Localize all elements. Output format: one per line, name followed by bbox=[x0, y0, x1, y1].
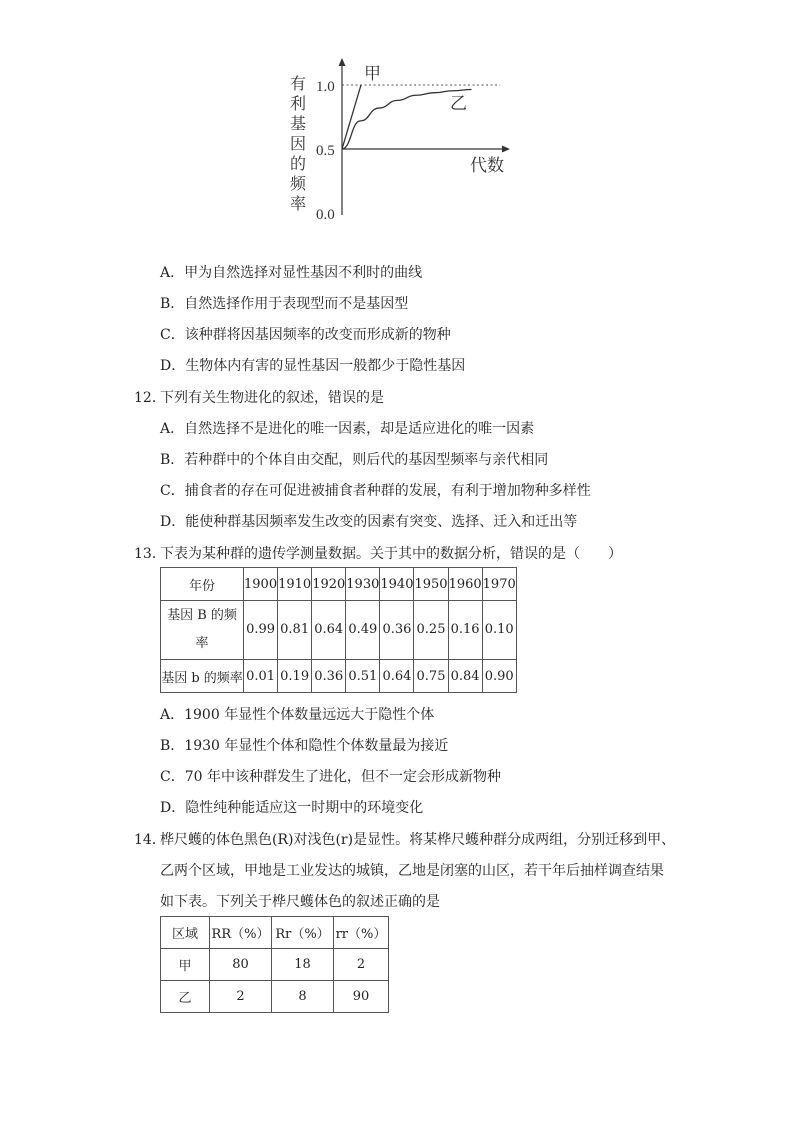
y-label-char: 因 bbox=[289, 134, 306, 153]
q14-stem-line: 乙两个区域，甲地是工业发达的城镇，乙地是闭塞的山区，若干年后抽样调查结果 bbox=[160, 863, 664, 879]
table-header-cell: 1900 bbox=[244, 568, 278, 601]
table-header-cell: rr（%） bbox=[334, 917, 389, 949]
table-row-label: 基因 b 的频率 bbox=[161, 660, 244, 693]
table-cell: 乙 bbox=[161, 981, 210, 1013]
y-tick-1: 1.0 bbox=[316, 79, 335, 95]
q11-option-d: D．生物体内有害的显性基因一般都少于隐性基因 bbox=[160, 358, 466, 374]
curve-label-yi: 乙 bbox=[450, 94, 467, 114]
table-cell: 0.81 bbox=[278, 601, 312, 660]
table-header-cell: 1960 bbox=[448, 568, 482, 601]
table-cell: 0.36 bbox=[380, 601, 414, 660]
table-header-cell: 1930 bbox=[346, 568, 380, 601]
table-cell: 0.64 bbox=[380, 660, 414, 693]
table-cell: 90 bbox=[334, 981, 389, 1013]
table-cell: 0.16 bbox=[448, 601, 482, 660]
table-row bbox=[161, 949, 389, 981]
q13-option-a: A．1900 年显性个体数量远远大于隐性个体 bbox=[160, 707, 435, 723]
q11-option-a: A．甲为自然选择对显性基因不利时的曲线 bbox=[160, 265, 423, 281]
q11-option-c: C．该种群将因基因频率的改变而形成新的物种 bbox=[160, 327, 451, 343]
q12-option-d: D．能使种群基因频率发生改变的因素有突变、选择、迁入和迁出等 bbox=[160, 514, 578, 530]
table-row-label-line: 率 bbox=[195, 636, 209, 651]
table-cell: 0.84 bbox=[448, 660, 482, 693]
table-cell: 0.36 bbox=[312, 660, 346, 693]
q12-option-a: A．自然选择不是进化的唯一因素，却是适应进化的唯一因素 bbox=[160, 421, 535, 437]
y-label-char: 有 bbox=[289, 74, 306, 93]
y-label-char: 基 bbox=[289, 114, 306, 133]
q13-option-d: D．隐性纯种能适应这一时期中的环境变化 bbox=[160, 800, 424, 816]
table-cell: 18 bbox=[272, 949, 334, 981]
q13-number: 13． bbox=[134, 546, 166, 562]
q14-stem-line: 如下表。下列关于桦尺蠖体色的叙述正确的是 bbox=[160, 894, 440, 910]
q11-option-b: B．自然选择作用于表现型而不是基因型 bbox=[160, 296, 409, 312]
y-label-char: 利 bbox=[289, 94, 306, 113]
table-cell: 0.75 bbox=[414, 660, 448, 693]
table-header-cell: Rr（%） bbox=[272, 917, 334, 949]
table-row-label bbox=[161, 601, 244, 660]
x-axis-arrow bbox=[502, 146, 510, 153]
y-label-char: 率 bbox=[289, 194, 306, 213]
q12-option-c: C．捕食者的存在可促进被捕食者种群的发展，有利于增加物种多样性 bbox=[160, 483, 591, 499]
table-cell: 0.19 bbox=[278, 660, 312, 693]
table-cell: 0.10 bbox=[482, 601, 516, 660]
table-row bbox=[161, 568, 517, 601]
table-cell: 甲 bbox=[161, 949, 210, 981]
table-cell: 80 bbox=[210, 949, 272, 981]
q14-number: 14． bbox=[134, 832, 166, 848]
table-row-label-line: 基因 B 的频 bbox=[167, 608, 237, 623]
table-cell: 0.49 bbox=[346, 601, 380, 660]
table-cell: 0.64 bbox=[312, 601, 346, 660]
q13-stem: 下表为某种群的遗传学测量数据。关于其中的数据分析，错误的是（ ） bbox=[160, 546, 622, 562]
table-cell: 2 bbox=[334, 949, 389, 981]
q12-option-b: B．若种群中的个体自由交配，则后代的基因型频率与亲代相同 bbox=[160, 452, 549, 468]
q14-table bbox=[160, 916, 389, 1013]
q12-stem: 下列有关生物进化的叙述，错误的是 bbox=[160, 390, 384, 406]
table-row bbox=[161, 660, 517, 693]
table-cell: 8 bbox=[272, 981, 334, 1013]
table-header-cell: 1950 bbox=[414, 568, 448, 601]
q13-table bbox=[160, 567, 517, 693]
y-label-char: 频 bbox=[289, 174, 306, 193]
table-header-cell: 1910 bbox=[278, 568, 312, 601]
y-axis-arrow bbox=[339, 58, 346, 66]
q13-option-b: B．1930 年显性个体和隐性个体数量最为接近 bbox=[160, 738, 449, 754]
q14-stem-line: 桦尺蠖的体色黑色(R)对浅色(r)是显性。将某桦尺蠖种群分成两组，分别迁移到甲、 bbox=[160, 832, 676, 848]
table-cell: 0.90 bbox=[482, 660, 516, 693]
table-header-cell: 年份 bbox=[161, 568, 244, 601]
table-cell: 0.01 bbox=[244, 660, 278, 693]
table-header-cell: 1970 bbox=[482, 568, 516, 601]
gene-frequency-graph bbox=[300, 55, 530, 230]
table-row bbox=[161, 981, 389, 1013]
table-row bbox=[161, 601, 517, 660]
q13-option-c: C．70 年中该种群发生了进化，但不一定会形成新物种 bbox=[160, 769, 501, 785]
table-cell: 0.51 bbox=[346, 660, 380, 693]
table-cell: 2 bbox=[210, 981, 272, 1013]
table-header-cell: 区域 bbox=[161, 917, 210, 949]
table-cell: 0.25 bbox=[414, 601, 448, 660]
table-header-cell: RR（%） bbox=[210, 917, 272, 949]
table-header-cell: 1920 bbox=[312, 568, 346, 601]
y-tick-0: 0.0 bbox=[316, 207, 335, 223]
curve-label-jia: 甲 bbox=[364, 64, 381, 84]
curve-jia bbox=[342, 85, 361, 149]
q12-number: 12． bbox=[134, 390, 166, 406]
table-cell: 0.99 bbox=[244, 601, 278, 660]
table-header-cell: 1940 bbox=[380, 568, 414, 601]
y-tick-05: 0.5 bbox=[316, 143, 335, 159]
x-axis-label: 代数 bbox=[470, 156, 504, 176]
y-label-char: 的 bbox=[289, 154, 306, 173]
table-row bbox=[161, 917, 389, 949]
